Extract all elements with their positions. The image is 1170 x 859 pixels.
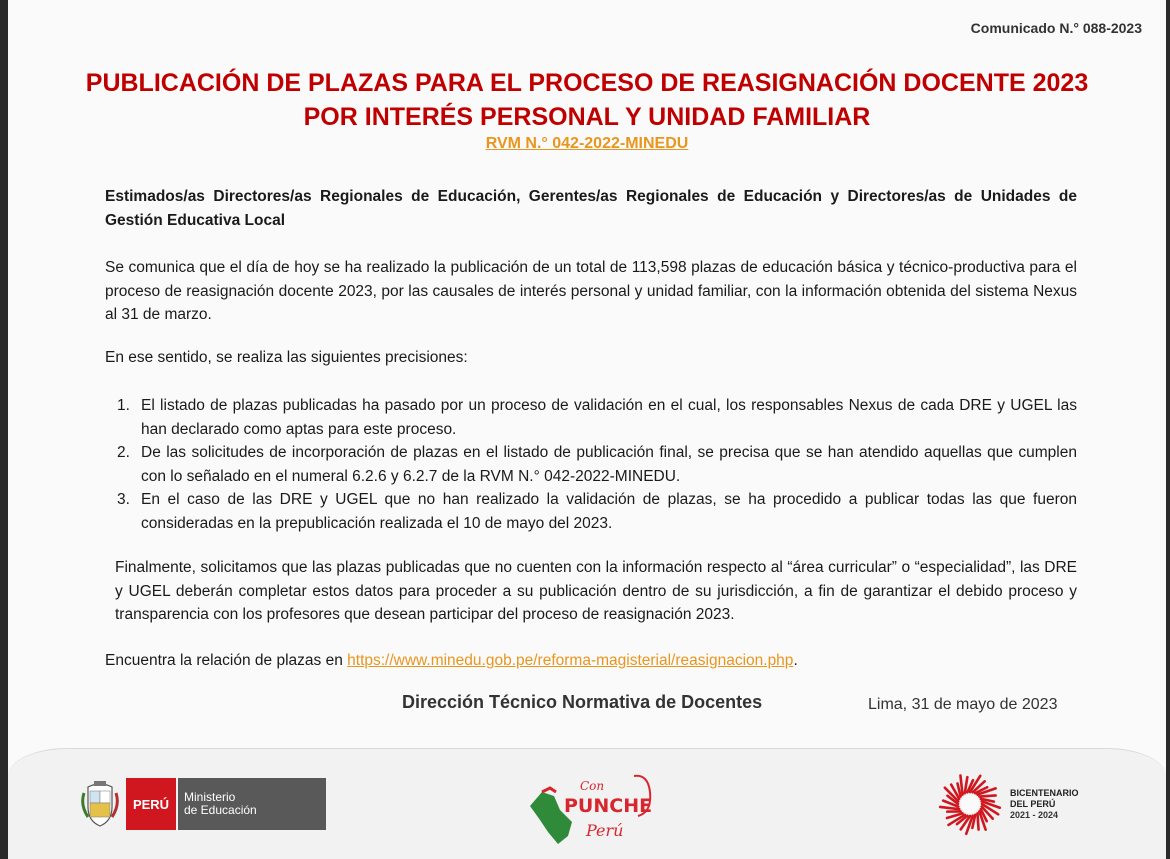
signature-date: Lima, 31 de mayo de 2023 [868,696,1058,713]
precisions-list [105,394,1077,535]
peru-label: PERÚ [132,796,170,812]
paragraph-2: En ese sentido, se realiza las siguientes precisiones: [105,349,468,366]
ministerio-label-box [178,778,326,830]
punche-con-text: Con [580,779,605,793]
minedu-logo [78,778,326,830]
title-line-2: POR INTERÉS PERSONAL Y UNIDAD FAMILIAR [303,103,871,131]
paragraph-1: Se comunica que el día de hoy se ha realizado la publicación de un total de 113,598 plazas de educación básica y técnico-productiva para el proceso de reasignación docente 2023, por las causales de interés personal y unidad familiar, con la información obtenida del sistema Nexus al 31 de marzo. [105,259,1077,323]
list-item [105,488,1077,535]
document-page [8,0,1166,859]
peru-label-box [126,778,176,830]
bicentenario-text [1010,788,1079,821]
list-item-number: 1. [117,397,130,414]
ministerio-line-2: de Educación [184,803,257,817]
bicentenario-line-2: DEL PERÚ [1010,798,1056,809]
list-item-number: 2. [117,444,130,461]
paragraph-4-suffix: . [793,652,798,669]
punche-peru-text: Perú [586,821,624,840]
list-item [105,394,1077,441]
list-item-text: El listado de plazas publicadas ha pasado por un proceso de validación en el cual, los responsables Nexus de cada DRE y UGEL las han declarado como aptas para este proceso. [141,397,1077,438]
sunburst-ray [979,795,995,796]
paragraph-4-prefix: Encuentra la relación de plazas en [105,652,348,669]
signature-office: Dirección Técnico Normativa de Docentes [402,692,763,712]
list-item-number: 3. [117,491,130,508]
paragraph-3: Finalmente, solicitamos que las plazas publicadas que no cuenten con la información respecto al “área curricular” o “especialidad”, las DRE y UGEL deberán completar estos datos para proceder a su publicación dentro de su jurisdicción, a fin de garantizar el debido proceso y transparencia con los profesores que desean participar del proceso de reasignación 2023. [115,559,1077,623]
reasignacion-link[interactable]: https://www.minedu.gob.pe/reforma-magisterial/reasignacion.php [347,652,794,669]
list-item-text: De las solicitudes de incorporación de plazas en el listado de publicación final, se precisa que se han atendido aquellas que cumplen con lo señalado en el numeral 6.2.6 y 6.2.7 de la RVM N.° 042-2022-MINEDU. [141,444,1077,485]
rvm-reference: RVM N.° 042-2022-MINEDU [485,135,689,152]
list-item [105,441,1077,488]
bicentenario-sunburst-icon [938,772,1002,836]
bicentenario-line-3: 2021 - 2024 [1010,809,1059,820]
sunburst-ray [977,813,978,829]
punche-word-text: PUNCHE [564,795,653,817]
bicentenario-line-1: BICENTENARIO [1010,787,1079,798]
comunicado-number: Comunicado N.° 088-2023 [970,20,1142,36]
list-item-text: En el caso de las DRE y UGEL que no han realizado la validación de plazas, se ha procedido a publicar todas las que fueron consideradas en la prepublicación realizada el 10 de mayo del 2023. [141,491,1077,532]
sunburst-ray [940,807,959,809]
ministerio-line-1: Ministerio [184,790,236,804]
bicentenario-logo [938,772,1079,836]
peru-coat-of-arms-icon [78,778,122,830]
salutation: Estimados/as Directores/as Regionales de Educación, Gerentes/as Regionales de Educación y Directores/as de Unidades de Gestión Educativa Local [105,188,1077,229]
title-line-1: PUBLICACIÓN DE PLAZAS PARA EL PROCESO DE REASIGNACIÓN DOCENTE 2023 [85,69,1089,97]
con-punche-peru-logo [524,770,664,848]
paragraph-4 [105,649,1077,673]
